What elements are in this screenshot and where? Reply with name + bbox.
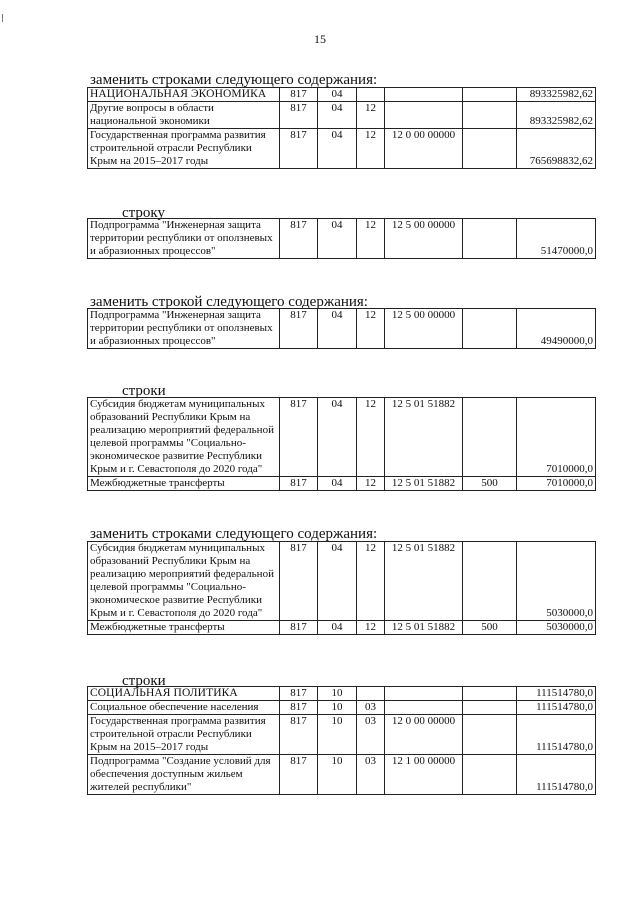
table-row: [88, 398, 596, 477]
row-expense-type: [463, 701, 517, 715]
row-expense-type: [463, 129, 517, 169]
row-expense-type: [463, 219, 517, 259]
table-rows-subsidy-new: [87, 541, 596, 635]
row-subsection-code: 12: [357, 398, 385, 477]
row-section-code: 10: [318, 755, 357, 795]
row-grbs-code: 817: [280, 398, 318, 477]
row-subsection-code: 12: [357, 542, 385, 621]
row-subsection-code: 12: [357, 129, 385, 169]
table-row: [88, 477, 596, 491]
row-grbs-code: 817: [280, 687, 318, 701]
table-row-engineering-old: [87, 218, 596, 259]
row-section-code: 04: [318, 621, 357, 635]
row-amount: 893325982,62: [517, 88, 596, 102]
table-row: [88, 701, 596, 715]
row-subsection-code: 03: [357, 701, 385, 715]
row-subsection-code: [357, 687, 385, 701]
row-expense-type: [463, 398, 517, 477]
row-name: Межбюджетные трансферты: [88, 621, 280, 635]
row-grbs-code: 817: [280, 755, 318, 795]
table-rows-subsidy-old: [87, 397, 596, 491]
table-row: [88, 621, 596, 635]
row-amount: 5030000,0: [517, 542, 596, 621]
row-amount: 5030000,0: [517, 621, 596, 635]
table-row: [88, 755, 596, 795]
row-section-code: 04: [318, 102, 357, 129]
row-target-article: [385, 88, 463, 102]
row-grbs-code: 817: [280, 309, 318, 349]
row-name: Государственная программа развития строительной отрасли Республики Крым на 2015–2017 годы: [88, 715, 280, 755]
row-subsection-code: 12: [357, 219, 385, 259]
row-expense-type: [463, 715, 517, 755]
row-amount: 111514780,0: [517, 701, 596, 715]
row-section-code: 04: [318, 542, 357, 621]
row-target-article: 12 5 01 51882: [385, 542, 463, 621]
row-expense-type: 500: [463, 621, 517, 635]
table-row: [88, 715, 596, 755]
row-name: Другие вопросы в области национальной экономики: [88, 102, 280, 129]
row-name: Субсидия бюджетам муниципальных образований Республики Крым на реализацию мероприятий федеральной целевой программы "Социально-экономическое развитие Республики Крым и г. Севастополя до 2020 года": [88, 542, 280, 621]
row-grbs-code: 817: [280, 715, 318, 755]
row-subsection-code: 03: [357, 715, 385, 755]
table-replacement-economy: [87, 87, 596, 169]
heading-rows-2: строки: [122, 383, 166, 399]
row-target-article: 12 5 01 51882: [385, 621, 463, 635]
row-name: СОЦИАЛЬНАЯ ПОЛИТИКА: [88, 687, 280, 701]
table-row: [88, 309, 596, 349]
row-target-article: 12 5 01 51882: [385, 477, 463, 491]
table-row: [88, 129, 596, 169]
row-expense-type: [463, 755, 517, 795]
row-name: Субсидия бюджетам муниципальных образований Республики Крым на реализацию мероприятий федеральной целевой программы "Социально-экономическое развитие Республики Крым и г. Севастополя до 2020 года": [88, 398, 280, 477]
row-section-code: 04: [318, 477, 357, 491]
row-section-code: 10: [318, 715, 357, 755]
row-grbs-code: 817: [280, 129, 318, 169]
row-grbs-code: 817: [280, 621, 318, 635]
table-row: [88, 542, 596, 621]
row-amount: 7010000,0: [517, 398, 596, 477]
table-rows-social-policy: [87, 686, 596, 795]
row-section-code: 10: [318, 687, 357, 701]
table-row-engineering-new: [87, 308, 596, 349]
row-expense-type: [463, 687, 517, 701]
row-section-code: 04: [318, 129, 357, 169]
row-target-article: 12 0 00 00000: [385, 129, 463, 169]
row-grbs-code: 817: [280, 701, 318, 715]
row-name: Подпрограмма "Создание условий для обеспечения доступным жильем жителей республики": [88, 755, 280, 795]
row-subsection-code: [357, 88, 385, 102]
row-amount: 111514780,0: [517, 715, 596, 755]
row-subsection-code: 12: [357, 477, 385, 491]
row-amount: 51470000,0: [517, 219, 596, 259]
heading-row-1: строку: [122, 205, 165, 221]
row-amount: 765698832,62: [517, 129, 596, 169]
row-grbs-code: 817: [280, 102, 318, 129]
row-amount: 7010000,0: [517, 477, 596, 491]
row-subsection-code: 03: [357, 755, 385, 795]
heading-replace-row: заменить строкой следующего содержания:: [90, 294, 368, 310]
row-name: НАЦИОНАЛЬНАЯ ЭКОНОМИКА: [88, 88, 280, 102]
row-target-article: 12 5 01 51882: [385, 398, 463, 477]
row-name: Подпрограмма "Инженерная защита территории республики от оползневых и абразионных процессов": [88, 219, 280, 259]
row-name: Подпрограмма "Инженерная защита территории республики от оползневых и абразионных процессов": [88, 309, 280, 349]
row-amount: 893325982,62: [517, 102, 596, 129]
row-target-article: 12 5 00 00000: [385, 219, 463, 259]
row-target-article: 12 0 00 00000: [385, 715, 463, 755]
row-amount: 111514780,0: [517, 687, 596, 701]
row-expense-type: 500: [463, 477, 517, 491]
row-subsection-code: 12: [357, 309, 385, 349]
row-section-code: 04: [318, 309, 357, 349]
row-name: Межбюджетные трансферты: [88, 477, 280, 491]
row-target-article: [385, 687, 463, 701]
row-grbs-code: 817: [280, 88, 318, 102]
row-amount: 49490000,0: [517, 309, 596, 349]
row-expense-type: [463, 102, 517, 129]
row-grbs-code: 817: [280, 542, 318, 621]
page-number: 15: [314, 32, 326, 46]
heading-replace-rows-1: заменить строками следующего содержания:: [90, 72, 378, 88]
row-target-article: 12 5 00 00000: [385, 309, 463, 349]
heading-replace-rows-2: заменить строками следующего содержания:: [90, 526, 378, 542]
row-grbs-code: 817: [280, 219, 318, 259]
row-name: Социальное обеспечение населения: [88, 701, 280, 715]
row-expense-type: [463, 309, 517, 349]
heading-rows-3: строки: [122, 673, 166, 689]
row-section-code: 04: [318, 88, 357, 102]
row-target-article: [385, 701, 463, 715]
scan-edge-mark: [2, 14, 3, 22]
table-row: [88, 88, 596, 102]
table-row: [88, 102, 596, 129]
row-section-code: 10: [318, 701, 357, 715]
table-row: [88, 687, 596, 701]
row-name: Государственная программа развития строительной отрасли Республики Крым на 2015–2017 годы: [88, 129, 280, 169]
row-amount: 111514780,0: [517, 755, 596, 795]
row-target-article: [385, 102, 463, 129]
row-target-article: 12 1 00 00000: [385, 755, 463, 795]
row-section-code: 04: [318, 219, 357, 259]
table-row: [88, 219, 596, 259]
row-subsection-code: 12: [357, 621, 385, 635]
row-expense-type: [463, 88, 517, 102]
row-section-code: 04: [318, 398, 357, 477]
row-subsection-code: 12: [357, 102, 385, 129]
row-expense-type: [463, 542, 517, 621]
row-grbs-code: 817: [280, 477, 318, 491]
